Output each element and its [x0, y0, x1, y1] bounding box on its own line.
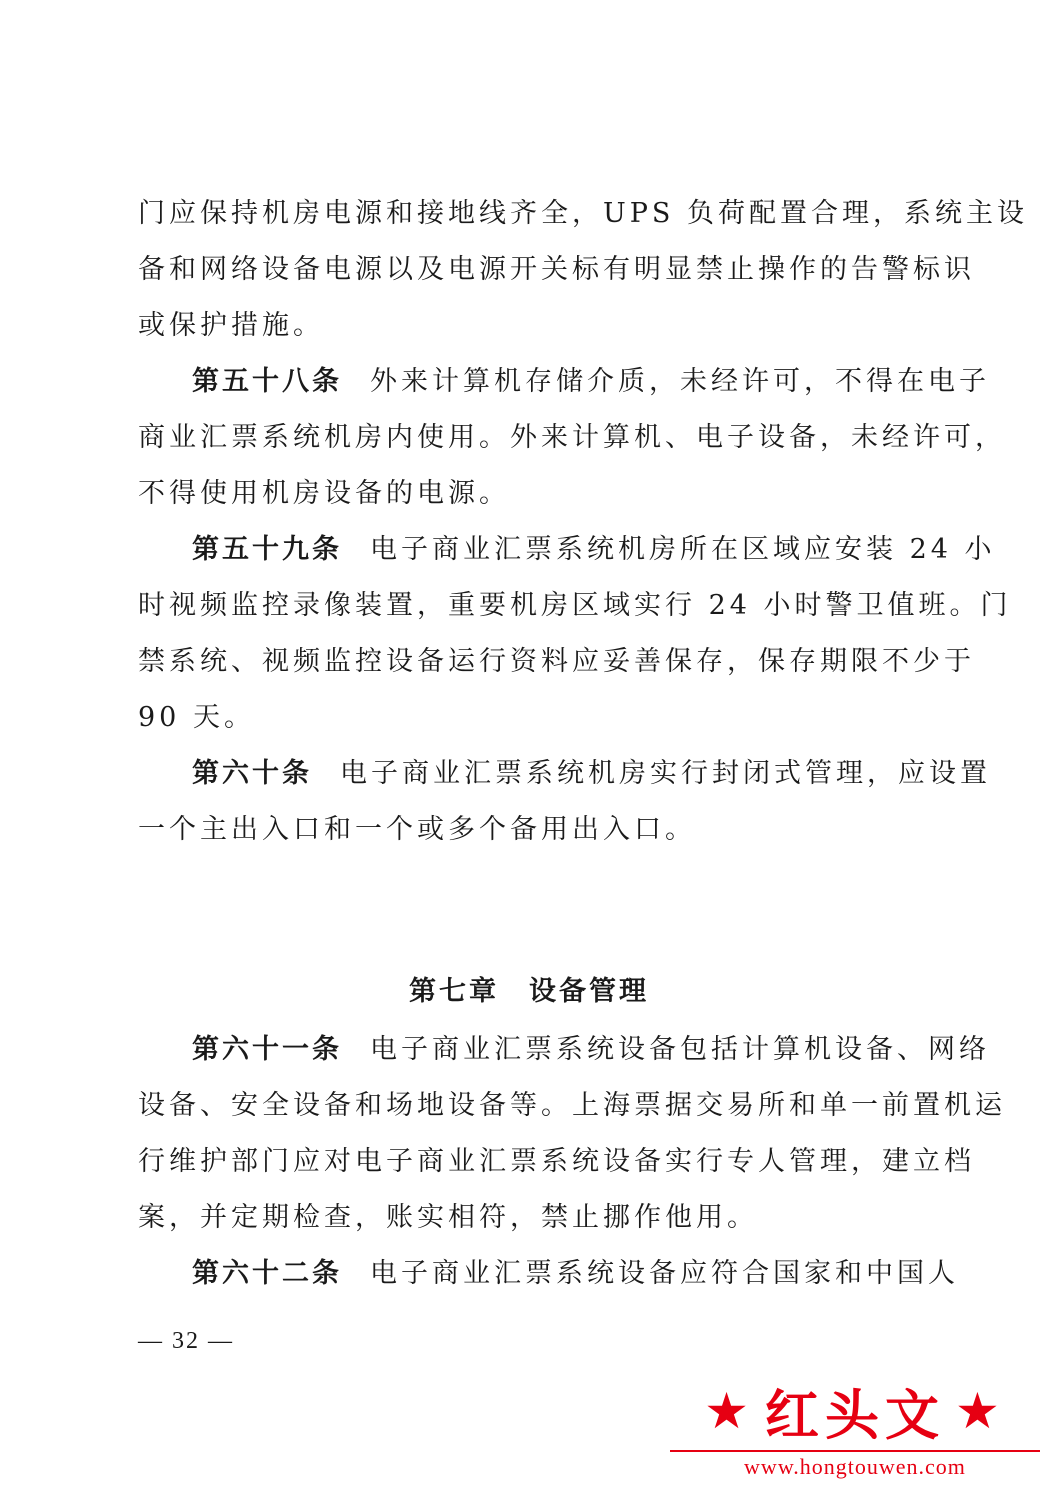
article-60-first-line [192, 754, 991, 794]
article-61-first-line [192, 1030, 990, 1070]
chapter-title: 第七章 设备管理 [409, 976, 649, 1007]
article-text: 电子商业汇票系统机房实行封闭式管理，应设置 [340, 758, 991, 789]
article-59-first-line [192, 530, 996, 570]
text-line: 案，并定期检查，账实相符，禁止挪作他用。 [138, 1202, 758, 1233]
article-heading: 第六十二条 [192, 1258, 342, 1289]
article-heading: 第六十条 [192, 758, 312, 789]
article-text: 外来计算机存储介质，未经许可，不得在电子 [370, 366, 990, 397]
page-number: — 32 — [138, 1328, 234, 1354]
article-text: 电子商业汇票系统设备应符合国家和中国人 [370, 1258, 959, 1289]
article-heading: 第六十一条 [192, 1034, 342, 1065]
text-line: 不得使用机房设备的电源。 [138, 478, 510, 509]
watermark-title-row [670, 1376, 1040, 1446]
text-line: 商业汇票系统机房内使用。外来计算机、电子设备，未经许可， [138, 422, 1006, 453]
text-line: 行维护部门应对电子商业汇票系统设备实行专人管理，建立档 [138, 1146, 975, 1177]
star-icon: ★ [955, 1382, 1006, 1440]
article-text: 电子商业汇票系统机房所在区域应安装 24 小 [370, 534, 996, 565]
article-58-first-line [192, 362, 990, 402]
text-line: 时视频监控录像装置，重要机房区域实行 24 小时警卫值班。门 [138, 590, 1012, 621]
star-icon: ★ [704, 1382, 755, 1440]
text-line: 备和网络设备电源以及电源开关标有明显禁止操作的告警标识 [138, 254, 975, 285]
article-62-first-line [192, 1254, 959, 1294]
article-heading: 第五十八条 [192, 366, 342, 397]
text-line: 90 天。 [138, 702, 255, 733]
text-line: 设备、安全设备和场地设备等。上海票据交易所和单一前置机运 [138, 1090, 1006, 1121]
article-heading: 第五十九条 [192, 534, 342, 565]
watermark-url: www.hongtouwen.com [744, 1454, 966, 1479]
text-line: 或保护措施。 [138, 310, 324, 341]
watermark-title: 红头文 [765, 1383, 945, 1447]
text-line: 禁系统、视频监控设备运行资料应妥善保存，保存期限不少于 [138, 646, 975, 677]
watermark-divider [670, 1450, 1040, 1452]
text-line: 门应保持机房电源和接地线齐全，UPS 负荷配置合理，系统主设 [138, 198, 1028, 229]
article-text: 电子商业汇票系统设备包括计算机设备、网络 [370, 1034, 990, 1065]
watermark [670, 1376, 1040, 1488]
text-line: 一个主出入口和一个或多个备用出入口。 [138, 814, 696, 845]
